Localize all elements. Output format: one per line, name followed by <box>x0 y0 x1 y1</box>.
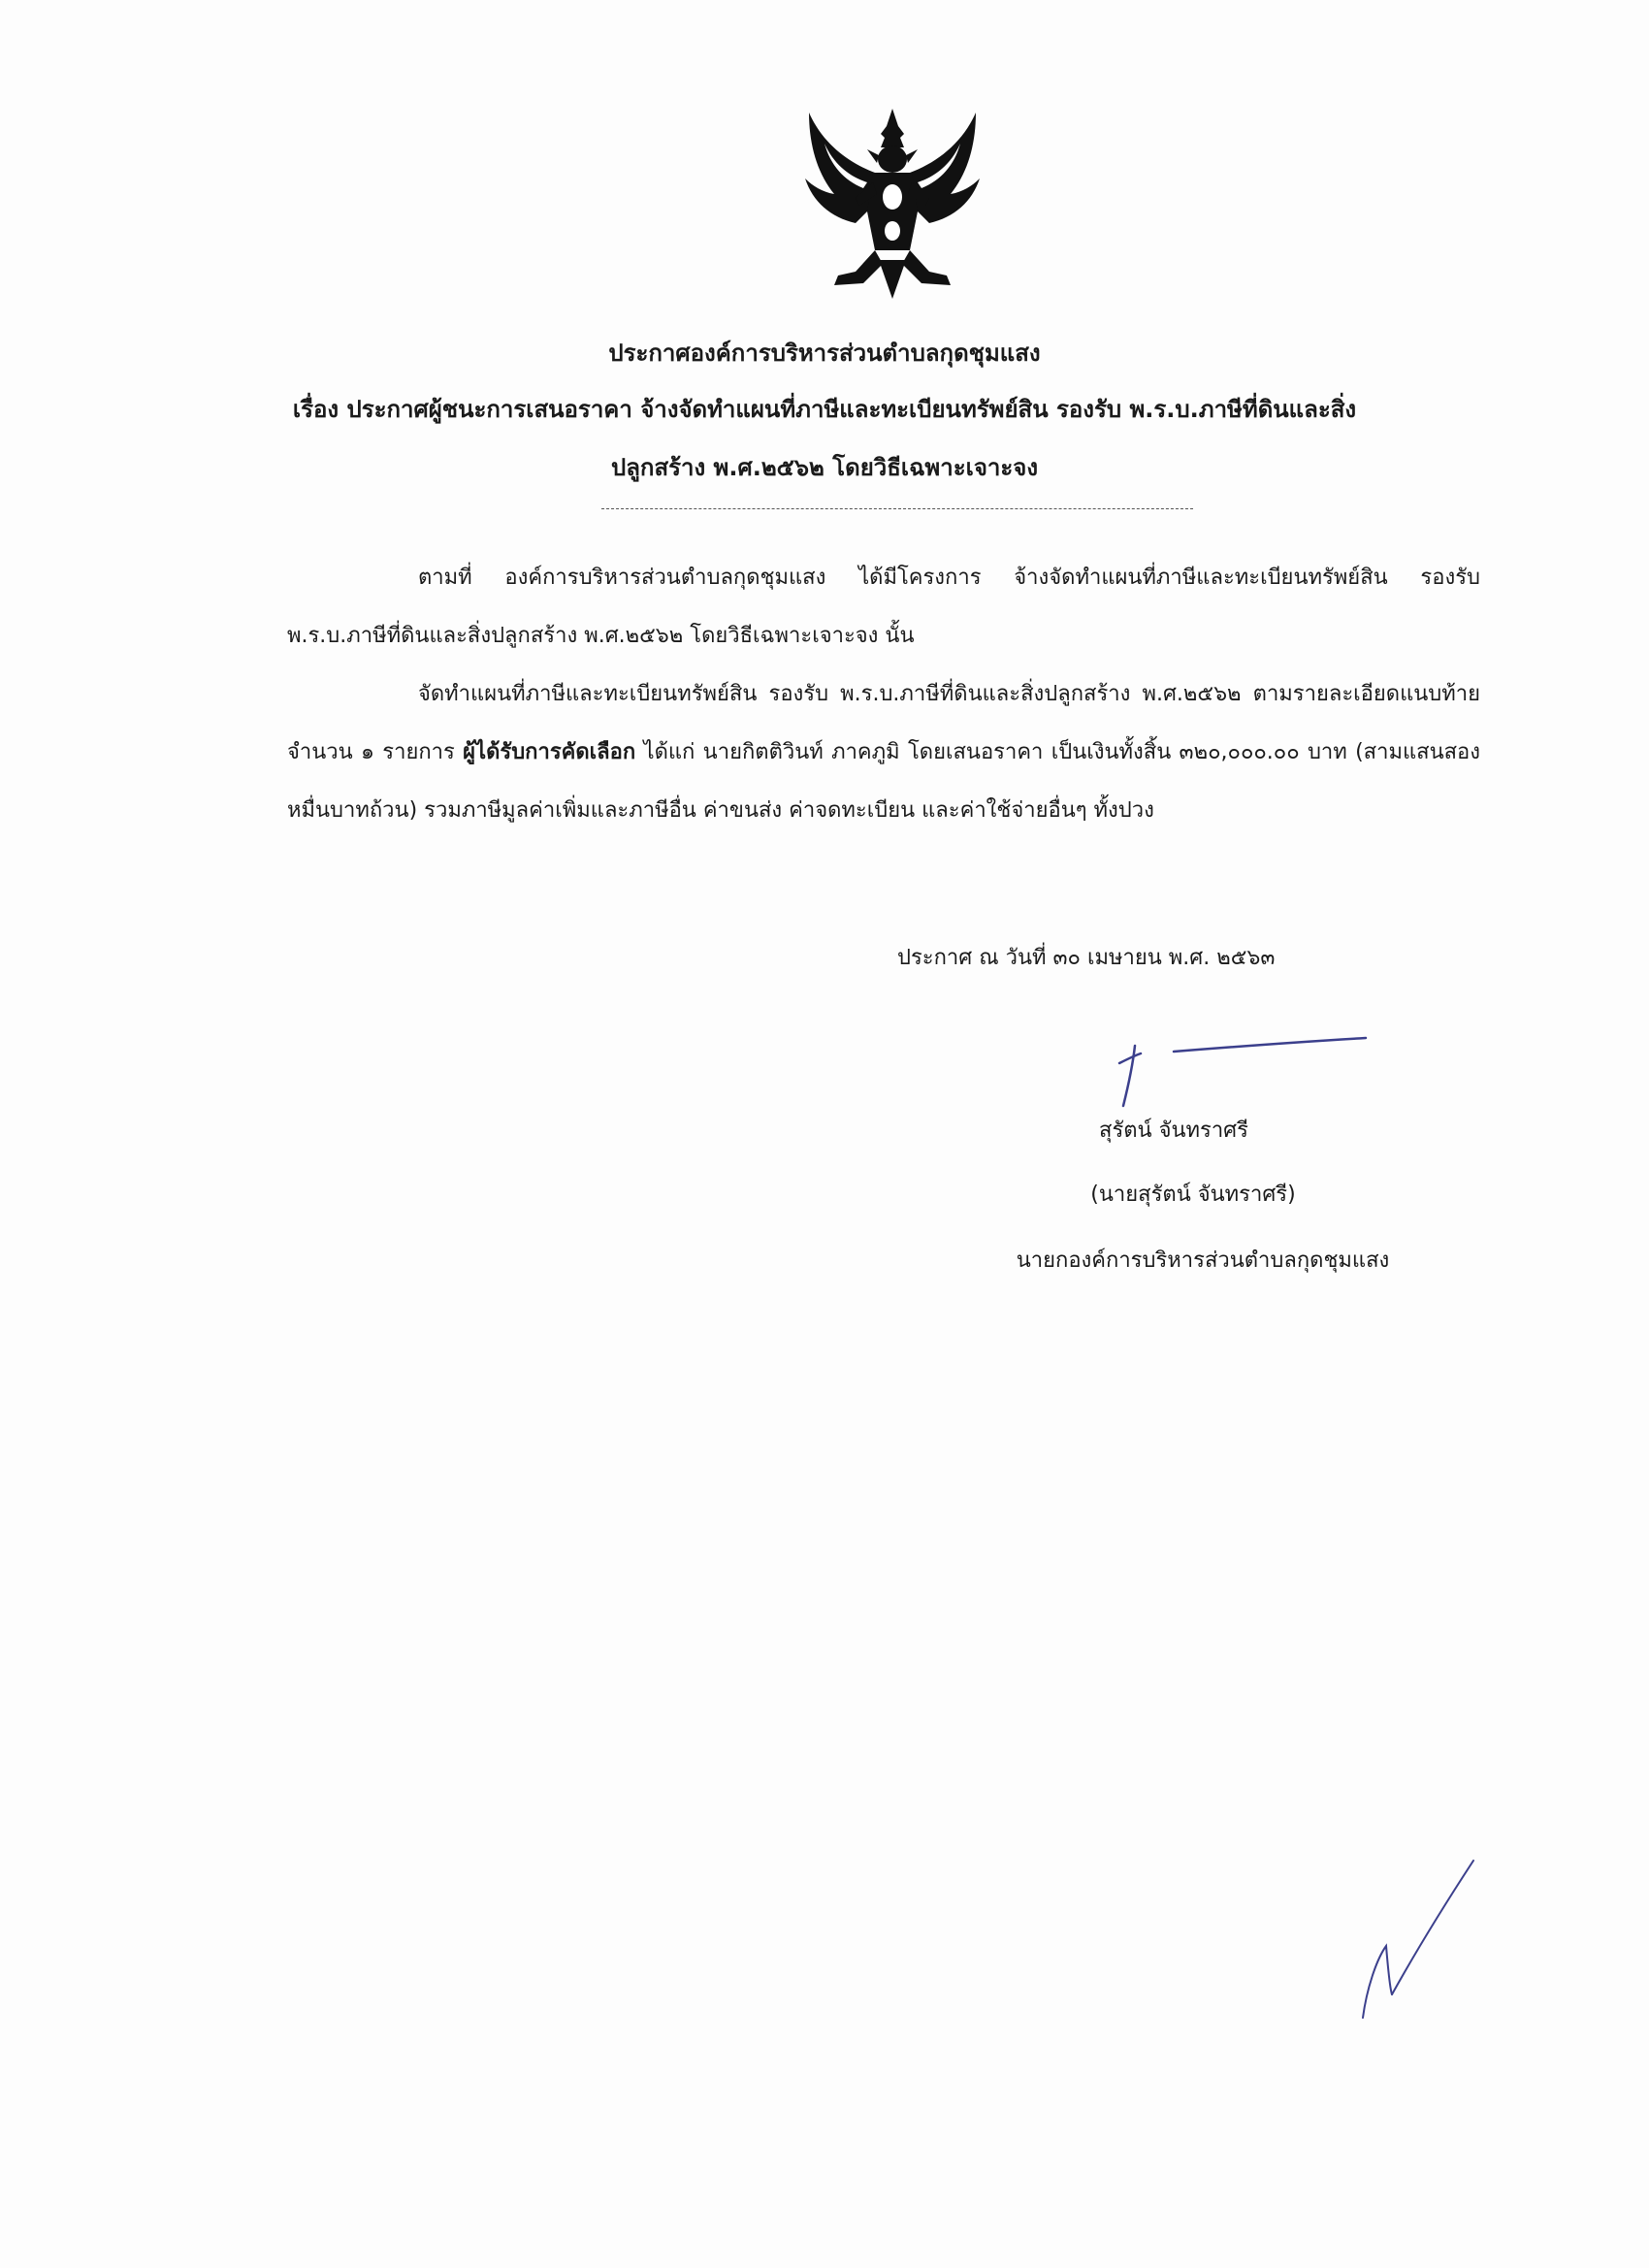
body-paragraph-1: ตามที่ องค์การบริหารส่วนตำบลกุดชุมแสง ได้มีโครงการ จ้างจัดทำแผนที่ภาษีและทะเบียนทรัพย์สิน รองรับ พ.ร.บ.ภาษีที่ดินและสิ่งปลูกสร้าง พ.ศ.๒๕๖๒ โดยวิธีเฉพาะเจาะจง นั้น <box>287 566 1480 648</box>
organization-heading: ประกาศองค์การบริหารส่วนตำบลกุดชุมแสง <box>608 340 1041 367</box>
paragraph-2-text-b: ได้แก่ นายกิตติวินท์ ภาคภูมิ โดยเสนอราคา เป็นเงินทั้งสิ้น ๓๒๐,๐๐๐.๐๐ บาท (สามแสนสองหมื่นบาทถ้วน) รวมภาษีมูลค่าเพิ่มและภาษีอื่น ค่าขนส่ง ค่าจดทะเบียน และค่าใช้จ่ายอื่นๆ ทั้งปวง <box>287 740 1480 823</box>
signatory-full-name: (นายสุรัตน์ จันทราศรี) <box>1090 1183 1296 1207</box>
subject-line-2: ปลูกสร้าง พ.ศ.๒๕๖๒ โดยวิธีเฉพาะเจาะจง <box>610 454 1039 481</box>
body-paragraph-2 <box>287 665 1480 840</box>
signatory-position: นายกองค์การบริหารส่วนตำบลกุดชุมแสง <box>1016 1248 1390 1273</box>
handwritten-initials <box>1353 1853 1489 2027</box>
subject-line-1: เรื่อง ประกาศผู้ชนะการเสนอราคา จ้างจัดทำแผนที่ภาษีและทะเบียนทรัพย์สิน รองรับ พ.ร.บ.ภาษีที่ดินและสิ่ง <box>292 396 1357 423</box>
signatory-name: สุรัตน์ จันทราศรี <box>1099 1118 1248 1143</box>
handwritten-signature <box>1106 1024 1397 1121</box>
paragraph-2-text-a: จัดทำแผนที่ภาษีและทะเบียนทรัพย์สิน รองรับ พ.ร.บ.ภาษีที่ดินและสิ่งปลูกสร้าง พ.ศ.๒๕๖๒ ตามรายละเอียดแนบท้าย จำนวน ๑ รายการ <box>287 682 1480 764</box>
selected-contractor-label: ผู้ได้รับการคัดเลือก <box>463 740 636 764</box>
garuda-emblem-icon <box>795 105 989 304</box>
announcement-date: ประกาศ ณ วันที่ ๓๐ เมษายน พ.ศ. ๒๕๖๓ <box>897 946 1276 970</box>
divider-line <box>601 508 1193 509</box>
